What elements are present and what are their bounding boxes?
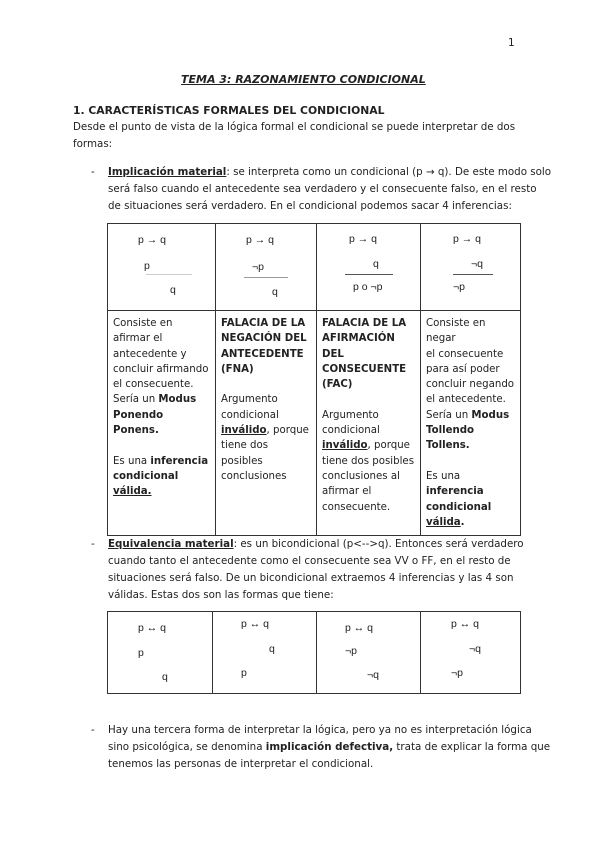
inference-line: [345, 274, 393, 275]
text: FALACIA DE LA: [322, 318, 407, 329]
formula-conclusion: q: [162, 671, 168, 683]
formula-cell: [108, 224, 216, 311]
term-equivalencia-material: Equivalencia material: [108, 538, 234, 550]
text: ANTECEDENTE: [221, 348, 304, 360]
biconditional-table: [107, 611, 521, 694]
formula-conclusion: p o ¬p: [353, 281, 383, 293]
text: concluir negando: [426, 379, 515, 391]
bullet-line: [108, 536, 524, 553]
description-fna: [216, 311, 317, 536]
text: condicional: [221, 409, 279, 421]
text: condicional: [113, 470, 179, 482]
section-heading: 1. CARACTERÍSTICAS FORMALES DEL CONDICIONAL: [73, 104, 385, 117]
text: consecuente.: [322, 501, 391, 513]
bullet-line: situaciones será falso. De un bicondicional extraemos 4 inferencias y las 4 son: [108, 572, 514, 584]
text: Sería un: [113, 394, 159, 406]
formula-major: p ↔ q: [241, 618, 270, 630]
inference-line: [244, 277, 288, 278]
formula-major: p ↔ q: [451, 618, 480, 630]
text: válida.: [113, 486, 152, 498]
description-fac: [317, 311, 421, 536]
formula-major: p ↔ q: [345, 622, 374, 634]
text: condicional: [426, 501, 492, 513]
formula-cell: [213, 612, 317, 694]
formula-conclusion: p: [241, 667, 247, 679]
text: inferencia: [426, 486, 484, 498]
text: Sería un: [426, 409, 472, 421]
bullet-line: será falso cuando el antecedente sea verdadero y el consecuente falso, en el resto: [108, 183, 537, 195]
text: , porque: [266, 425, 309, 437]
formula-minor: q: [373, 258, 379, 270]
text: sino psicológica, se denomina: [108, 741, 266, 753]
text: tiene dos posibles: [221, 440, 269, 467]
formula-row: [108, 224, 521, 311]
text: condicional: [322, 425, 380, 437]
text: trata de explicar la forma que: [393, 741, 551, 753]
formula-minor: p: [138, 647, 144, 659]
formula-minor: q: [269, 643, 275, 655]
formula-major: p → q: [246, 234, 275, 246]
formula-conclusion: ¬q: [367, 669, 379, 681]
text: inválido: [221, 425, 267, 437]
text: Modus: [471, 409, 510, 421]
text: .: [460, 516, 465, 528]
text: AFIRMACIÓN: [322, 333, 395, 345]
text: Argumento: [221, 394, 278, 406]
inference-table: [107, 223, 521, 536]
text: : es un bicondicional (p<-->q). Entonces será verdadero: [233, 538, 524, 550]
bullet-line: de situaciones será verdadero. En el condicional podemos sacar 4 inferencias:: [108, 200, 512, 212]
text: FALACIA DE LA: [221, 318, 306, 329]
description-modus-tollens: [421, 311, 521, 536]
text: inválido: [322, 440, 368, 452]
text: Es una: [426, 470, 461, 482]
formula-conclusion: q: [272, 286, 278, 298]
formula-major: p → q: [138, 234, 167, 246]
text: Es una: [113, 455, 151, 467]
bullet-line: cuando tanto el antecedente como el consecuente sea VV o FF, en el resto de: [108, 555, 511, 567]
formula-row: [108, 612, 521, 694]
text: DEL: [322, 348, 344, 360]
text: el consecuente: [426, 348, 504, 360]
formula-cell: [317, 612, 421, 694]
text: Consiste en: [113, 318, 173, 329]
text: válida: [426, 516, 461, 528]
formula-conclusion: q: [170, 284, 176, 296]
formula-cell: [317, 224, 421, 311]
formula-minor: ¬p: [252, 261, 264, 273]
text: CONSECUENTE: [322, 363, 407, 375]
page-title: TEMA 3: RAZONAMIENTO CONDICIONAL: [181, 73, 426, 86]
text: conclusiones: [221, 470, 287, 482]
bullet-line: [108, 164, 551, 181]
bullet-dash: -: [91, 724, 95, 736]
text: conclusiones al: [322, 470, 400, 482]
formula-major: p → q: [453, 233, 482, 245]
text: afirmar el: [113, 333, 163, 345]
page-number: 1: [508, 37, 515, 49]
term-implicacion-defectiva: implicación defectiva,: [265, 741, 394, 753]
text: afirmar el: [322, 486, 372, 498]
bullet-line: [108, 739, 550, 756]
text: (FNA): [221, 363, 254, 375]
formula-minor: ¬p: [345, 645, 357, 657]
text: Modus: [158, 394, 197, 406]
text: concluir afirmando: [113, 363, 209, 375]
text: tiene dos posibles: [322, 455, 415, 467]
formula-cell: [421, 224, 521, 311]
text: NEGACIÓN DEL: [221, 333, 307, 345]
formula-minor: p: [144, 260, 150, 272]
inference-line: [146, 274, 192, 275]
text: antecedente y: [113, 348, 187, 360]
text: inferencia: [150, 455, 209, 467]
bullet-dash: -: [91, 166, 95, 178]
inference-line: [453, 274, 493, 275]
formula-cell: [421, 612, 521, 694]
text: Ponendo Ponens.: [113, 409, 164, 437]
formula-cell: [108, 612, 213, 694]
formula-minor: ¬q: [471, 258, 483, 270]
text: el consecuente.: [113, 379, 194, 391]
text: Argumento: [322, 409, 379, 421]
description-row: [108, 311, 521, 536]
intro-line: formas:: [73, 138, 113, 150]
text: el antecedente.: [426, 394, 506, 406]
text: , porque: [367, 440, 410, 452]
bullet-line: tenemos las personas de interpretar el condicional.: [108, 758, 374, 770]
bullet-line: Hay una tercera forma de interpretar la lógica, pero ya no es interpretación lógica: [108, 724, 532, 736]
formula-conclusion: ¬p: [451, 667, 463, 679]
description-modus-ponens: [108, 311, 216, 536]
text: Tollendo Tollens.: [426, 425, 475, 452]
text: : se interpreta como un condicional (p → q). De este modo solo: [226, 166, 552, 178]
formula-major: p → q: [349, 233, 378, 245]
bullet-dash: -: [91, 538, 95, 550]
bullet-line: válidas. Estas dos son las formas que tiene:: [108, 589, 334, 601]
formula-conclusion: ¬p: [453, 281, 465, 293]
formula-cell: [216, 224, 317, 311]
formula-major: p ↔ q: [138, 622, 167, 634]
text: (FAC): [322, 379, 353, 391]
text: Consiste en negar: [426, 318, 486, 345]
term-implicacion-material: Implicación material: [108, 166, 227, 178]
intro-line: Desde el punto de vista de la lógica formal el condicional se puede interpretar de dos: [73, 121, 516, 133]
text: para así poder: [426, 363, 500, 375]
formula-minor: ¬q: [469, 643, 481, 655]
